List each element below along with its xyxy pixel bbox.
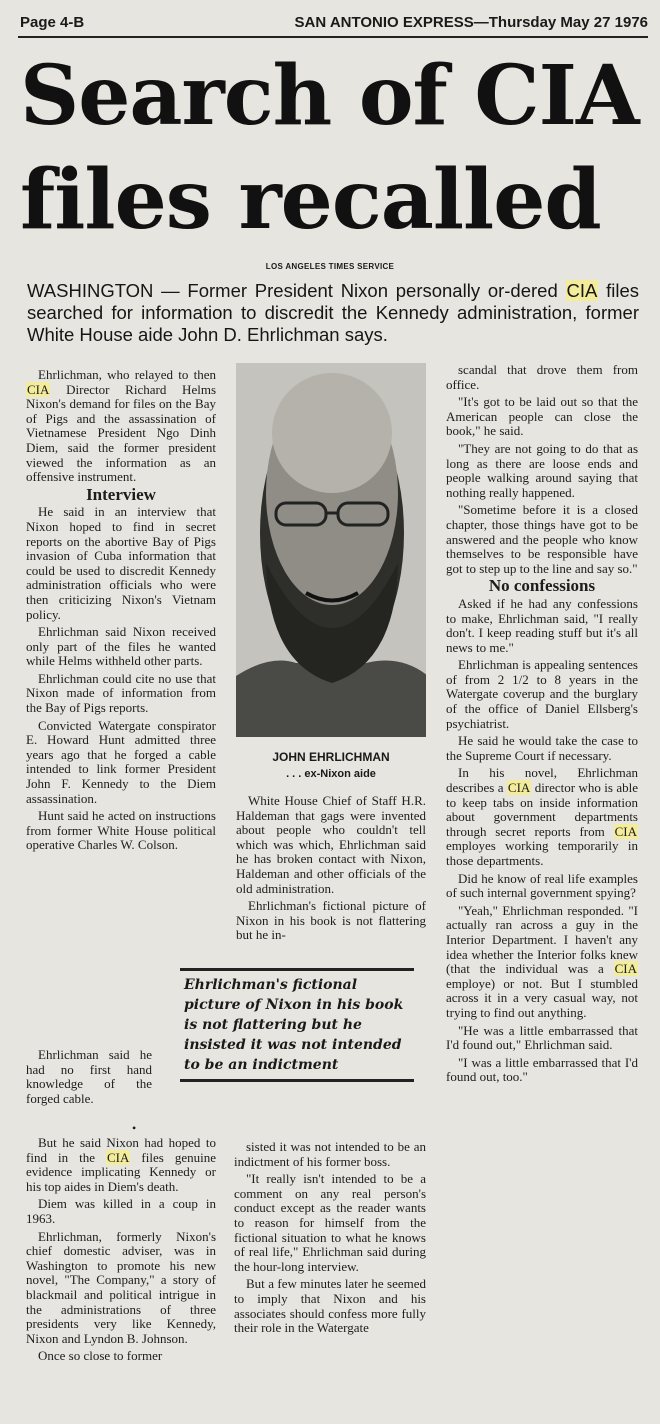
photo-caption-name: JOHN EHRLICHMAN [272, 750, 390, 764]
subhead-no-confessions: No confessions [488, 576, 596, 596]
paragraph: White House Chief of Staff H.R. Haldeman that gags were invented about people who couldn't tell which was which, Ehrlichman said he has broken contact with Nixon, Haldeman and other officials of the old administration. [236, 793, 426, 896]
stray-mark: • [132, 1121, 137, 1135]
paragraph: Once so close to former [38, 1348, 163, 1364]
cia-highlight: CIA [507, 780, 531, 796]
paragraph: Asked if he had any confessions to make, Ehrlichman said, "I really don't. I keep reading stuff but it's all news to me." [446, 595, 638, 655]
pull-quote: Ehrlichman's fictional picture of Nixon in his book is not flattering but he insisted it was not intended to be an indictment [180, 968, 414, 1082]
paragraph: Ehrlichman said Nixon received only part of the files he wanted while Helms withheld other parts. [26, 624, 216, 669]
paragraph: "They are not going to do that as long as there are loose ends and people walking around saying that nothing really happened. [446, 440, 638, 500]
paragraph: scandal that drove them from office. [446, 362, 638, 392]
paragraph [26, 368, 216, 485]
paragraph: Convicted Watergate conspirator E. Howard Hunt admitted three years ago that he forged a cable intended to link former President John F. Kennedy to the Diem assassination. [26, 717, 216, 806]
masthead [18, 10, 648, 38]
paragraph [446, 766, 638, 868]
text: employes working temporarily in those departments. [446, 838, 638, 868]
paragraph: Ehrlichman, formerly Nixon's chief domestic adviser, was in Washington to promote his new novel, "The Company," a story of blackmail and political intrigue in the administrations of three presidents very like Kennedy, Nixon and Lyndon B. Johnson. [26, 1228, 216, 1346]
paragraph: "He was a little embarrassed that I'd found out," Ehrlichman said. [446, 1022, 638, 1053]
text: director who is able to keep tabs on inside information about government departments through secret reports from [446, 780, 638, 839]
headline [20, 44, 650, 252]
headline-line-2: files recalled [20, 152, 601, 248]
paragraph [446, 904, 638, 1021]
text: employe) or not. But I stumbled across it in a very casual way, not trying to find out anything. [446, 975, 638, 1020]
column-2-bottom [234, 1140, 426, 1339]
paragraph: Did he know of real life examples of such internal government spying? [446, 870, 638, 901]
cia-highlight: CIA [27, 381, 50, 397]
subhead-interview: Interview [86, 484, 156, 504]
paragraph: sisted it was not intended to be an indictment of his former boss. [234, 1139, 426, 1169]
paragraph: "It's got to be laid out so that the American people can close the book," he said. [446, 394, 638, 439]
text: But he said Nixon had hoped to find in the [26, 1135, 216, 1165]
text: "Yeah," Ehrlichman responded. "I actually ran across a guy in the Interior Department. I haven't any idea whether the Interior folks knew (that the individual was a [446, 902, 638, 977]
paper-dateline: SAN ANTONIO EXPRESS—Thursday May 27 1976 [294, 14, 648, 31]
lede-paragraph [27, 280, 639, 346]
cia-highlight: CIA [107, 1149, 130, 1165]
paragraph: "Sometime before it is a closed chapter, those things have got to be answered and the people who know themselves to be responsible have got to step up to the line and say so." [446, 502, 638, 576]
cia-highlight: CIA [566, 280, 598, 301]
lede-text: files searched for information to discredit the Kennedy administration, former White House aide John D. Ehrlichman says. [27, 280, 639, 345]
page-number: Page 4-B [20, 14, 85, 31]
text: files genuine evidence implicating Kennedy or his top aides in Diem's death. [26, 1149, 216, 1194]
paragraph: He said he would take the case to the Supreme Court if necessary. [446, 733, 638, 763]
column-3 [446, 363, 638, 1088]
paragraph: "I was a little embarrassed that I'd found out, too." [446, 1054, 638, 1085]
paragraph: But a few minutes later he seemed to imply that Nixon and his associates should confess more fully their role in the Watergate [234, 1276, 426, 1336]
lede-text: WASHINGTON — Former President Nixon personally or-dered [27, 280, 566, 301]
paragraph: Ehrlichman is appealing sentences of from 2 1/2 to 8 years in the Watergate coverup and the burglary of the office of Daniel Ellsberg's psychiatrist. [446, 657, 638, 731]
paragraph: He said in an interview that Nixon hoped to find in secret reports on the abortive Bay of Pigs invasion of Cuba information that could be used to discredit Kennedy administration officials who were then criticizing Nixon's Vietnam policy. [26, 504, 216, 622]
photo-caption-subtitle: . . . ex-Nixon aide [286, 768, 376, 780]
paragraph: "It really isn't intended to be a comment on any real person's conduct except as the reader wants to reason for himself from the fictional situation to what he knows of real life," Ehrlichman said during the hour-long interview. [234, 1171, 426, 1274]
portrait-photo [236, 363, 426, 737]
paragraph [26, 1136, 216, 1194]
column-1-inset [26, 1048, 152, 1109]
text: Ehrlichman, who relayed to then [38, 367, 216, 382]
column-1-top [26, 368, 216, 856]
paragraph: Ehrlichman said he had no first hand knowledge of the forged cable. [26, 1047, 152, 1106]
paragraph: Ehrlichman's fictional picture of Nixon in his book is not flattering but he in- [236, 898, 426, 943]
paragraph: Hunt said he acted on instructions from former White House political operative Charles W. Colson. [26, 808, 216, 853]
cia-highlight: CIA [614, 961, 637, 977]
column-2-top [236, 794, 426, 946]
paragraph: Ehrlichman could cite no use that Nixon made of information from the Bay of Pigs reports. [26, 670, 216, 716]
cia-highlight: CIA [614, 823, 637, 839]
text: Director Richard Helms Nixon's demand for files on the Bay of Pigs and the assassination of Vietnamese President Ngo Dinh Diem, said the former president viewed the information as an offensive instrument. [26, 381, 216, 485]
headline-line-1: Search of CIA [20, 48, 639, 144]
text: In his novel, Ehrlichman describes a [446, 765, 638, 796]
paragraph: Diem was killed in a coup in 1963. [26, 1196, 216, 1226]
wire-service-credit: LOS ANGELES TIMES SERVICE [265, 262, 395, 271]
portrait-illustration [236, 363, 426, 737]
column-1-bottom [26, 1136, 216, 1367]
